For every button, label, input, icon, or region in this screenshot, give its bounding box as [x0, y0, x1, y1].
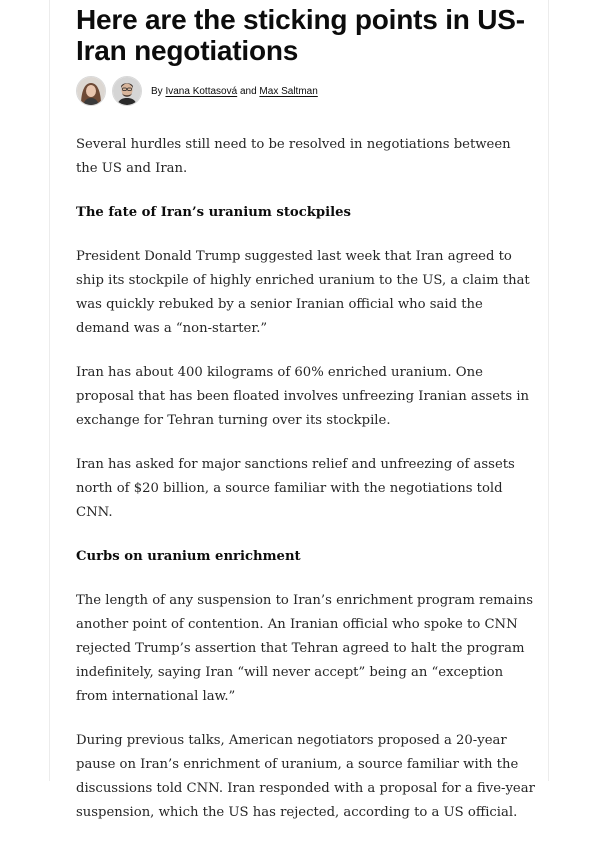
author-avatar-max[interactable] — [112, 76, 142, 106]
paragraph: President Donald Trump suggested last week that Iran agreed to ship its stockpile of highly enriched uranium to the US, a claim that was quickly rebuked by a senior Iranian official who said the demand was a “non-starter.” — [76, 249, 530, 336]
paragraph: Iran has about 400 kilograms of 60% enriched uranium. One proposal that has been floated involves unfreezing Iranian assets in exchange for Tehran turning over its stockpile. — [76, 365, 530, 428]
headline: Here are the sticking points in US-Iran negotiations — [76, 4, 525, 66]
section-heading-stockpiles: The fate of Iran’s uranium stockpiles — [76, 205, 351, 220]
article-content — [76, 0, 536, 845]
paragraph: During previous talks, American negotiators proposed a 20-year pause on Iran’s enrichment of uranium, a source familiar with the discussions told CNN. Iran responded with a proposal for a five-year suspension, which the US has rejected, according to a US official. — [76, 733, 535, 820]
byline-text — [151, 86, 318, 97]
article-body — [76, 133, 536, 825]
paragraph: Iran has asked for major sanctions relief and unfreezing of assets north of $20 billion, a source familiar with the negotiations told CNN. — [76, 457, 515, 520]
author-avatar-ivana[interactable] — [76, 76, 106, 106]
paragraph-intro: Several hurdles still need to be resolved in negotiations between the US and Iran. — [76, 137, 511, 176]
byline-prefix: By — [151, 85, 163, 97]
author-photo-icon — [113, 77, 141, 105]
author-link-max[interactable]: Max Saltman — [259, 85, 318, 97]
byline-conjunction: and — [239, 85, 257, 97]
paragraph: The length of any suspension to Iran’s enrichment program remains another point of contention. An Iranian official who spoke to CNN rejected Trump’s assertion that Tehran agreed to halt the program indefinitely, saying Iran “will never accept” being an “exception from international law.” — [76, 593, 534, 704]
author-link-ivana[interactable]: Ivana Kottasová — [165, 85, 238, 97]
article-page — [49, 0, 549, 820]
byline — [76, 74, 536, 108]
author-photo-icon — [77, 77, 105, 105]
section-heading-enrichment: Curbs on uranium enrichment — [76, 549, 301, 564]
